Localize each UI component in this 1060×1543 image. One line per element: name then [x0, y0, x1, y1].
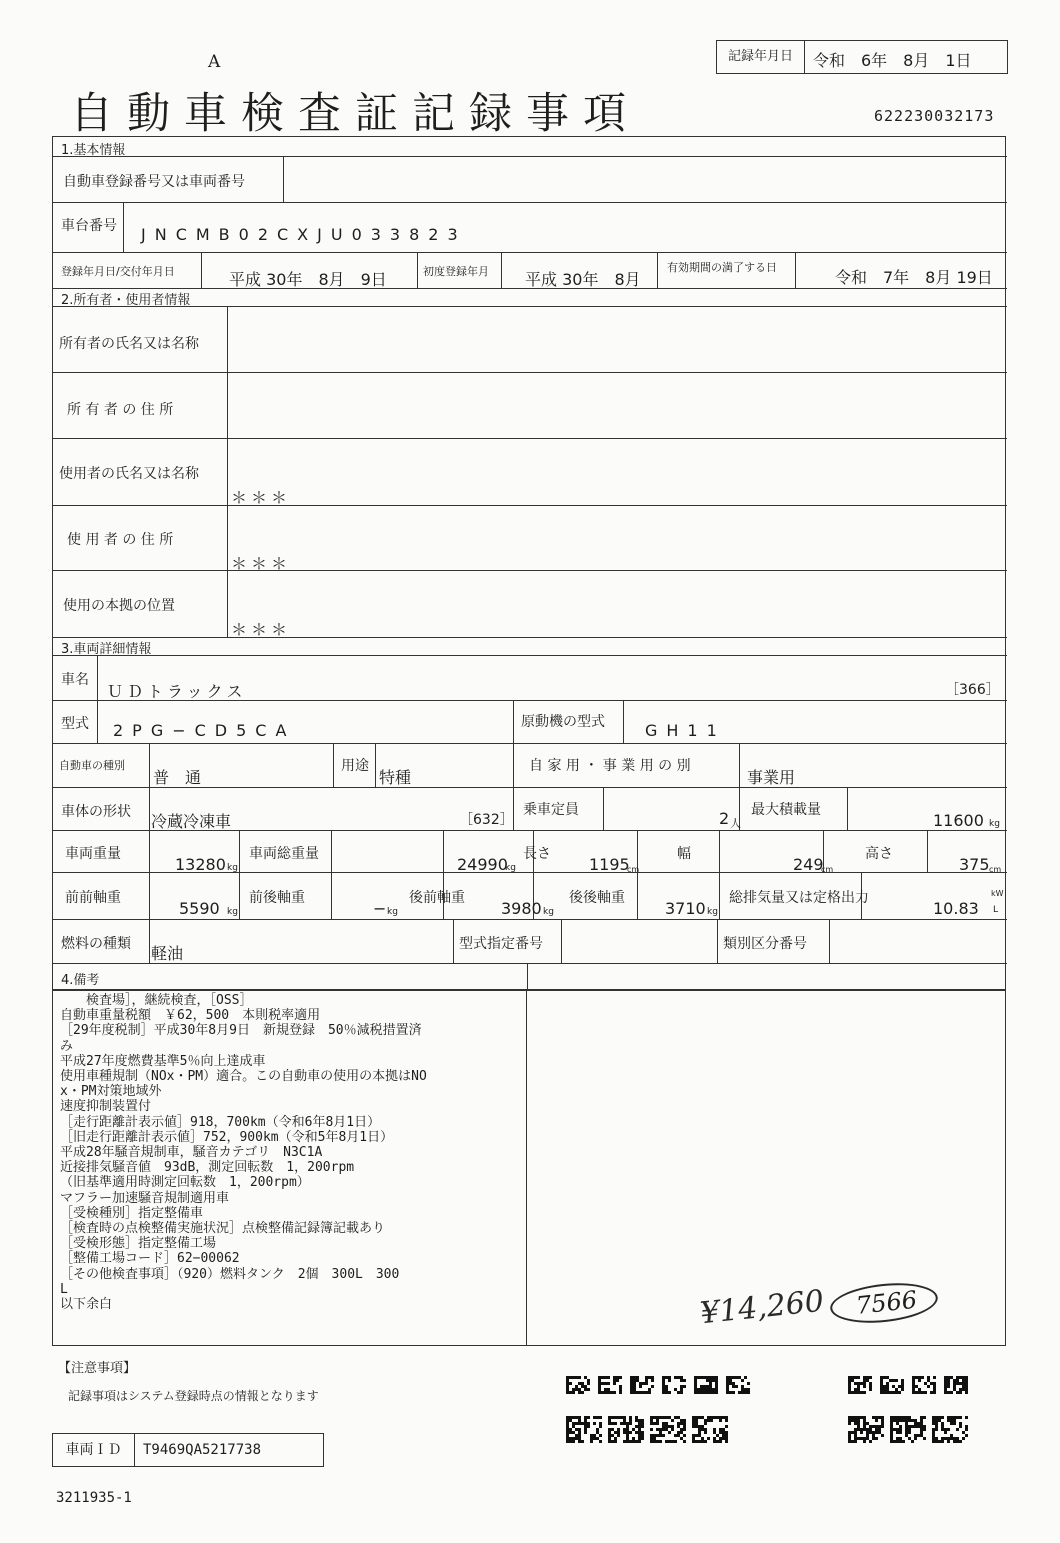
- document-title: 自動車検査証記録事項: [70, 89, 640, 139]
- model-value: 2PG−CD5CA: [113, 721, 296, 740]
- rear-front-axle-label: 後前軸重: [409, 890, 465, 906]
- remarks-line: 近接排気騒音値 93dB，測定回転数 1，200rpm: [60, 1160, 355, 1176]
- record-date-value: 令和 6年 8月 1日: [813, 51, 972, 70]
- car-name-code: ［366］: [945, 682, 1000, 698]
- owner-name-label: 所有者の氏名又は名称: [59, 336, 199, 352]
- footer-code: 3211935-1: [56, 1490, 132, 1506]
- remarks-divider: [526, 990, 527, 1346]
- remarks-line: ［整備工場コード］62−00062: [60, 1251, 240, 1267]
- chassis-number: JNCMB02CXJU033823: [141, 225, 467, 244]
- width-label: 幅: [677, 846, 691, 862]
- remarks-line: ［その他検査事項］（920）燃料タンク 2個 300L 300: [60, 1266, 400, 1282]
- expiry-value: 令和 7年 8月 19日: [835, 268, 993, 287]
- handwritten-code: 7566: [854, 1285, 919, 1320]
- first-reg-label: 初度登録年月: [423, 265, 489, 278]
- form-letter: A: [208, 52, 221, 72]
- height-value: 375: [959, 855, 990, 874]
- private-business-label: 自 家 用 ・ 事 業 用 の 別: [529, 758, 691, 774]
- remarks-line: 速度抑制装置付: [60, 1099, 152, 1115]
- fuel-label: 燃料の種類: [61, 936, 131, 952]
- front-rear-axle-label: 前後軸重: [249, 890, 305, 906]
- barcode-top-left: [566, 1376, 770, 1394]
- remarks-line: x・PM対策地域外: [60, 1084, 162, 1100]
- engine-label: 原動機の型式: [521, 714, 605, 730]
- remarks-line: 平成27年度燃費基準5％向上達成車: [60, 1053, 266, 1069]
- use-label: 用途: [341, 758, 369, 774]
- vehicle-weight-label: 車両重量: [65, 846, 121, 862]
- gross-weight-value: 24990: [457, 855, 508, 874]
- remarks-line: ［検査時の点検整備実施状況］点検整備記録簿記載あり: [60, 1221, 386, 1237]
- front-front-axle-value: 5590: [179, 899, 220, 918]
- section4-title: 4.備考: [61, 973, 100, 988]
- vehicle-id-box: [52, 1433, 324, 1467]
- barcode-top-right: [848, 1376, 982, 1394]
- category-label: 類別区分番号: [723, 936, 807, 952]
- fuel-value: 軽油: [151, 944, 184, 963]
- height-label: 高さ: [865, 846, 893, 862]
- remarks-line: ［29年度税制］平成30年8月9日 新規登録 50％減税措置済: [60, 1023, 422, 1039]
- gross-weight-label: 車両総重量: [249, 846, 319, 862]
- vehicle-id-value: T9469QA5217738: [143, 1442, 262, 1458]
- capacity-label: 乗車定員: [523, 802, 579, 818]
- max-load-value: 11600: [933, 811, 984, 830]
- remarks-line: ［受検種別］指定整備車: [60, 1205, 204, 1221]
- width-unit: cm: [821, 865, 834, 874]
- length-label: 長さ: [523, 846, 551, 862]
- rear-front-axle-value: 3980: [501, 899, 542, 918]
- base-location-label: 使用の本拠の位置: [63, 598, 175, 614]
- displacement-unit-l: L: [993, 905, 999, 915]
- gross-weight-unit: kg: [505, 863, 516, 873]
- displacement-unit-kw: kW: [991, 889, 1004, 898]
- width-value: 249: [793, 855, 824, 874]
- reg-number-label: 自動車登録番号又は車両番号: [63, 174, 245, 190]
- remarks-line: み: [60, 1038, 74, 1054]
- length-value: 1195: [589, 855, 630, 874]
- capacity-unit: 人: [730, 817, 741, 830]
- body-shape-label: 車体の形状: [61, 804, 131, 820]
- main-form-table: [52, 136, 1006, 990]
- rear-rear-axle-value: 3710: [665, 899, 706, 918]
- chassis-label: 車台番号: [61, 218, 117, 234]
- barcode-bottom-left: [566, 1416, 770, 1444]
- notice-text: 記録事項はシステム登録時点の情報となります: [68, 1389, 319, 1403]
- handwritten-price: ¥14,260: [698, 1283, 826, 1332]
- rear-rear-axle-unit: kg: [707, 907, 718, 917]
- remarks-line: 自動車重量税額 ￥62，500 本則税率適用: [60, 1008, 321, 1024]
- reg-date-value: 平成 30年 8月 9日: [229, 270, 387, 289]
- car-name-value: ＵＤトラックス: [107, 682, 247, 701]
- reg-date-label: 登録年月日/交付年月日: [61, 265, 175, 278]
- vehicle-kind-value: 普 通: [153, 768, 202, 787]
- user-address-label: 使 用 者 の 住 所: [67, 532, 174, 548]
- expiry-label: 有効期間の満了する日: [667, 261, 777, 274]
- base-location-value: ＊＊＊: [231, 620, 292, 639]
- remarks-line: 使用車種規制（NOx・PM）適合。この自動車の使用の本拠はNO: [60, 1069, 427, 1085]
- vehicle-weight-value: 13280: [175, 855, 226, 874]
- front-front-axle-label: 前前軸重: [65, 890, 121, 906]
- car-name-label: 車名: [61, 672, 89, 688]
- body-shape-code: ［632］: [459, 812, 514, 828]
- length-unit: cm: [627, 865, 640, 874]
- vehicle-weight-unit: kg: [227, 863, 238, 873]
- front-rear-axle-value: −: [373, 899, 387, 918]
- remarks-line: 以下余白: [60, 1297, 113, 1313]
- front-rear-axle-unit: kg: [387, 907, 398, 917]
- record-date-box: [716, 40, 1008, 74]
- front-front-axle-unit: kg: [227, 907, 238, 917]
- remarks-line: ［旧走行距離計表示値］752，900km（令和5年8月1日）: [60, 1129, 394, 1145]
- private-business-value: 事業用: [747, 768, 796, 787]
- owner-address-label: 所 有 者 の 住 所: [67, 402, 174, 418]
- remarks-line: マフラー加速騒音規制適用車: [60, 1190, 230, 1206]
- max-load-unit: kg: [989, 819, 1000, 829]
- section2-title: 2.所有者・使用者情報: [61, 293, 191, 308]
- user-address-value: ＊＊＊: [231, 554, 292, 573]
- model-label: 型式: [61, 716, 89, 732]
- barcode-bottom-right: [848, 1416, 982, 1444]
- remarks-line: 平成28年騒音規制車，騒音カテゴリ N3C1A: [60, 1145, 323, 1161]
- body-shape-value: 冷蔵冷凍車: [151, 812, 232, 831]
- notice-title: 【注意事項】: [58, 1361, 137, 1376]
- remarks-text: [60, 993, 427, 1312]
- vehicle-kind-label: 自動車の種別: [59, 759, 125, 772]
- capacity-value: 2: [719, 809, 730, 828]
- remarks-line: ［受検形態］指定整備工場: [60, 1236, 217, 1252]
- use-value: 特種: [379, 768, 412, 787]
- section1-title: 1.基本情報: [61, 143, 126, 158]
- user-name-label: 使用者の氏名又は名称: [59, 466, 199, 482]
- user-name-value: ＊＊＊: [231, 488, 292, 507]
- vehicle-id-label: 車両ＩＤ: [53, 1434, 135, 1466]
- displacement-value: 10.83: [933, 899, 979, 918]
- first-reg-value: 平成 30年 8月: [525, 270, 641, 289]
- rear-rear-axle-label: 後後軸重: [569, 890, 625, 906]
- max-load-label: 最大積載量: [751, 802, 821, 818]
- remarks-line: ［走行距離計表示値］918，700km（令和6年8月1日）: [60, 1114, 381, 1130]
- height-unit: cm: [989, 865, 1002, 874]
- displacement-label: 総排気量又は定格出力: [729, 890, 869, 906]
- engine-value: GH11: [645, 721, 726, 740]
- record-date-label: 記録年月日: [717, 41, 805, 73]
- section3-title: 3.車両詳細情報: [61, 642, 152, 657]
- document-number: 622230032173: [874, 107, 995, 125]
- remarks-line: 検査場］，継続検査，［OSS］: [60, 993, 253, 1008]
- remarks-line: （旧基準適用時測定回転数 1，200rpm）: [60, 1175, 310, 1191]
- type-designation-label: 型式指定番号: [459, 936, 543, 952]
- rear-front-axle-unit: kg: [543, 907, 554, 917]
- remarks-line: L: [60, 1281, 68, 1297]
